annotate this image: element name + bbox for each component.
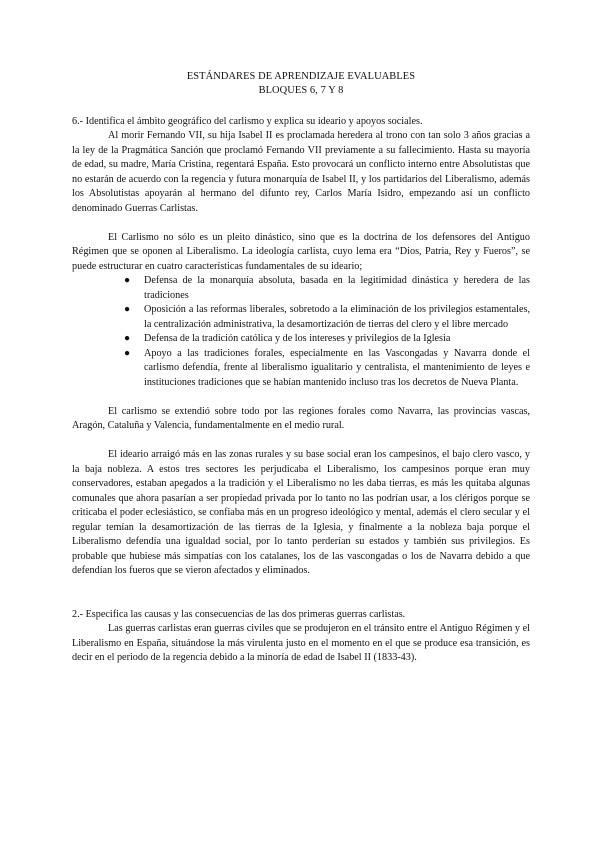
paragraph-6-3: El carlismo se extendió sobre todo por las regiones forales como Navarra, las provincias vascas, Aragón, Cataluña y Valencia, fundamentalmente en el medio rural. <box>72 405 530 431</box>
spacer <box>72 434 530 449</box>
list-item <box>124 274 530 303</box>
list-item-text: Defensa de la tradición católica y de los intereses y privilegios de la Iglesia <box>144 333 451 344</box>
list-item <box>124 332 530 347</box>
list-item-text: Oposición a las reformas liberales, sobretodo a la eliminación de los privilegios estamentales, la centralización administrativa, la desamortización de tierras del clero y el libre mercado <box>144 304 530 330</box>
paragraph-6-1: Al morir Fernando VII, su hija Isabel II es proclamada heredera al trono con tan solo 3 años gracias a la ley de la Pragmática Sanción que proclamó Fernando VII previamente a su fallecimiento. Hasta su mayoría de edad, su madre, María Cristina, regentará España. Esto provocará un conflicto interno entre Absolutistas que no estarán de acuerdo con la regencia y futura monarquía de Isabel II, y los partidarios del Liberalismo, además los Absolutistas apoyarán al hermano del difunto rey, Carlos María Isidro, empezando así un conflicto denominado Guerras Carlistas. <box>72 130 530 214</box>
list-item <box>124 347 530 391</box>
spacer <box>72 390 530 405</box>
spacer <box>72 579 530 594</box>
list-item-text: Apoyo a las tradiciones forales, especialmente en las Vascongadas y Navarra donde el carlismo defendía, frente al liberalismo igualitario y centralista, el mantenimiento de leyes e instituciones tradiciones que se habían mantenido incluso tras los decretos de Nueva Planta. <box>144 347 530 388</box>
ideario-bullet-list <box>72 274 530 390</box>
question-6: 6.- Identifica el ámbito geográfico del carlismo y explica su ideario y apoyos sociales. <box>72 115 423 127</box>
list-item-text: Defensa de la monarquía absoluta, basada en la legitimidad dinástica y heredera de las tradiciones <box>144 275 530 301</box>
list-item <box>124 303 530 332</box>
title-line-1: ESTÁNDARES DE APRENDIZAJE EVALUABLES <box>186 71 416 82</box>
document-title <box>72 70 530 98</box>
title-line-2: BLOQUES 6, 7 Y 8 <box>258 85 344 96</box>
paragraph-6-2: El Carlismo no sólo es un pleito dinástico, sino que es la doctrina de los defensores del Antiguo Régimen que se oponen al Liberalismo. La ideología carlista, cuyo lema era “Dios, Patria, Rey y Fueros”, se puede estructurar en cuatro características fundamentales de su ideario; <box>72 231 530 272</box>
spacer <box>72 216 530 231</box>
paragraph-6-4: El ideario arraigó más en las zonas rurales y su base social eran los campesinos, el bajo clero vasco, y la baja nobleza. A estos tres sectores les perjudicaba el Liberalismo, los campesinos porque eran muy conservadores, estaban apegados a la tradición y el Liberalismo no les daba tierras, es más les quitaba algunas comunales que ahora pasarían a ser propiedad privada por lo tanto no las podrían usar, a los clérigos porque se criticaba el poder eclesiástico, se confiaba más en un progreso ideológico y mental, además el clero secular y el regular temían la desamortización de las tierras de la Iglesia, y finalmente a la nobleza baja porque el Liberalismo defendía una igualdad social, por lo tanto perderían su estados y también sus privilegios. Es probable que hubiese más simpatías con los catalanes, los de las vascongadas o los de Navarra debido a que defendían los fueros que se vieron afectados y eliminados. <box>72 449 530 576</box>
question-2: 2.- Especifica las causas y las consecuencias de las dos primeras guerras carlistas. <box>72 608 406 620</box>
spacer <box>72 593 530 608</box>
document-body <box>72 98 530 666</box>
spacer <box>72 98 530 113</box>
bullet-icon: ● <box>124 304 131 315</box>
bullet-icon: ● <box>124 347 131 359</box>
bullet-icon: ● <box>124 333 131 344</box>
paragraph-2-1: Las guerras carlistas eran guerras civiles que se produjeron en el tránsito entre el Antiguo Régimen y el Liberalismo en España, situándose la más virulenta justo en el momento en el que se produce esa transición, es decir en el periodo de la regencia debido a la minoría de edad de Isabel II (1833-43). <box>72 623 530 663</box>
bullet-icon: ● <box>124 275 131 286</box>
